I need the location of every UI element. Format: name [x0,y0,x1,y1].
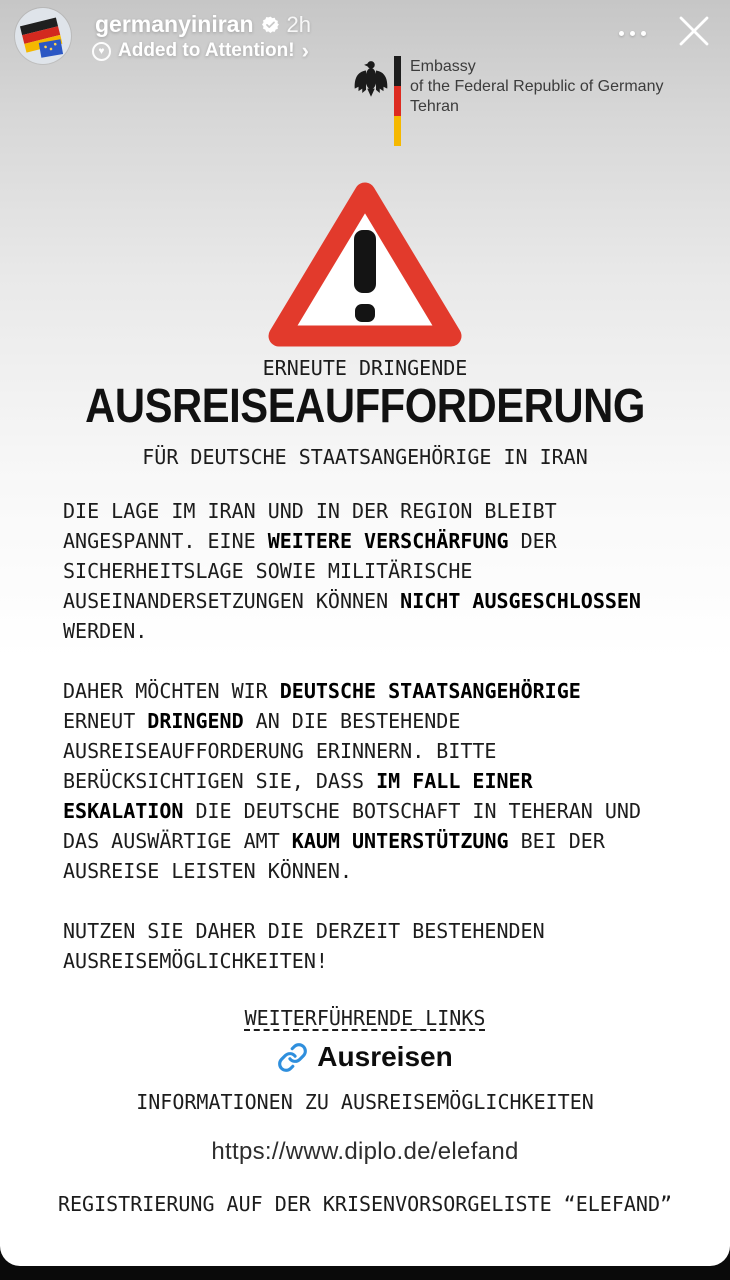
url-text: https://www.diplo.de/elefand [211,1138,519,1165]
added-to-attention-button[interactable] [92,38,309,64]
links-heading: WEITERFÜHRENDE_LINKS [244,1006,486,1030]
body-text [63,496,657,976]
chain-link-icon [277,1042,308,1073]
heart-circle-icon: ♥ [92,42,111,61]
page-subtitle: FÜR DEUTSCHE STAATSANGEHÖRIGE IN IRAN [142,445,588,469]
ausreisen-link-sticker[interactable] [0,1041,730,1073]
page-title: AUSREISEAUFFORDERUNG [85,380,645,433]
close-button[interactable] [674,11,714,51]
federal-eagle-icon [352,58,390,98]
dot-icon [630,31,635,36]
avatar[interactable] [15,8,71,64]
dot-icon [641,31,646,36]
paragraph-1: DIE LAGE IM IRAN UND IN DER REGION BLEIBT ANGESPANNT. EINE WEITERE VERSCHÄRFUNG DER SICHERHEITSLAGE SOWIE MILITÄRISCHE AUSEINANDERSETZUNGEN KÖNNEN NICHT AUSGESCHLOSSEN WERDEN. [63,499,641,643]
verified-icon [262,16,279,33]
embassy-letterhead [352,56,663,146]
german-flag-stripe [394,56,401,146]
link-label: Ausreisen [317,1041,453,1072]
username-link[interactable]: germanyiniran [95,11,254,37]
paragraph-3: NUTZEN SIE DAHER DIE DERZEIT BESTEHENDEN AUSREISEMÖGLICHKEITEN! [63,919,545,973]
added-to-label: Added to Attention! [118,40,295,61]
embassy-text [410,56,663,146]
warning-triangle-icon [267,178,463,348]
registration-line: REGISTRIERUNG AUF DER KRISENVORSORGELISTE “ELEFAND” [57,1192,673,1216]
chevron-right-icon: › [301,38,309,63]
pre-title: ERNEUTE DRINGENDE [262,356,468,380]
dot-icon [619,31,624,36]
info-line: INFORMATIONEN ZU AUSREISEMÖGLICHKEITEN [136,1090,594,1114]
paragraph-2: DAHER MÖCHTEN WIR DEUTSCHE STAATSANGEHÖRIGE ERNEUT DRINGEND AN DIE BESTEHENDE AUSREISEAUFFORDERUNG ERINNERN. BITTE BERÜCKSICHTIGEN SIE, DASS IM FALL EINER ESKALATION DIE DEUTSCHE BOTSCHAFT IN TEHERAN UND DAS AUSWÄRTIGE AMT KAUM UNTERSTÜTZUNG BEI DER AUSREISE LEISTEN KÖNNEN. [63,679,641,883]
embassy-line-1: Embassy [410,58,476,75]
embassy-line-2: of the Federal Republic of Germany [410,78,664,95]
german-flag-avatar-image [15,8,71,64]
timestamp: 2h [286,11,311,37]
embassy-line-3: Tehran [410,98,459,115]
more-options-button[interactable] [615,27,650,40]
